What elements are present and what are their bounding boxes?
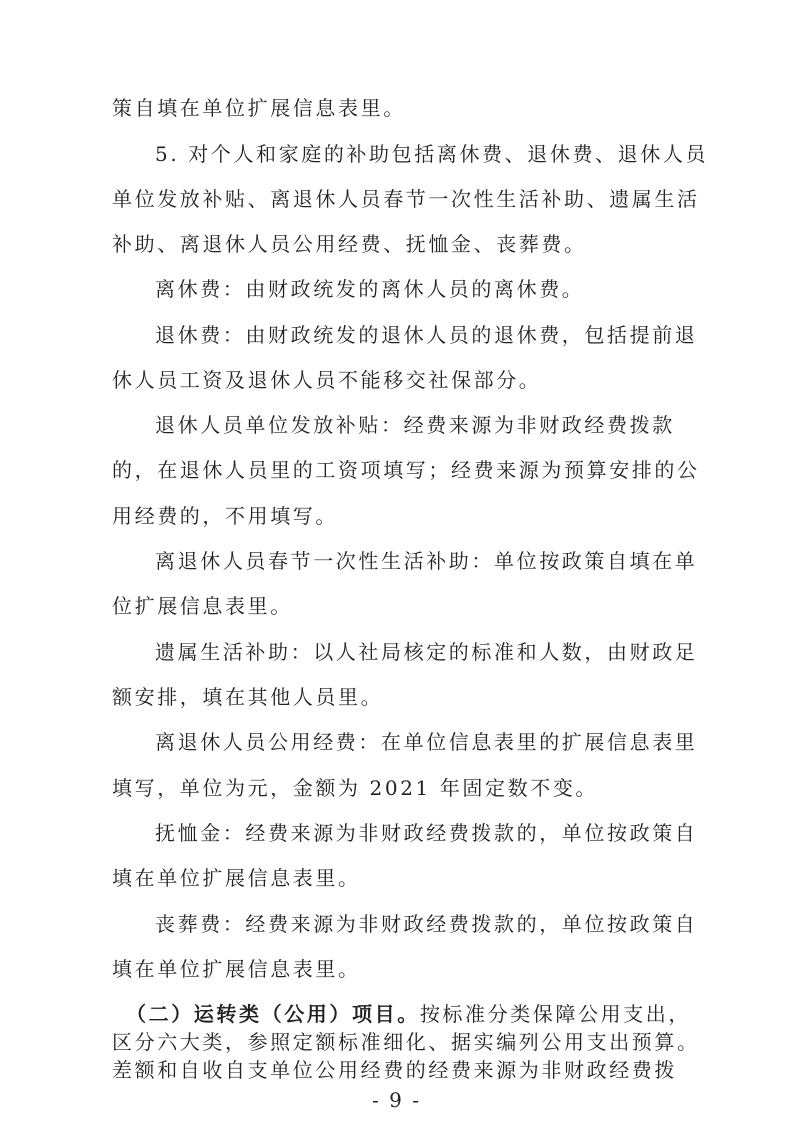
text-line: 丧葬费：经费来源为非财政经费拨款的，单位按政策自 xyxy=(155,912,698,936)
text-line: 5. 对个人和家庭的补助包括离休费、退休费、退休人员 xyxy=(155,142,709,166)
text-line: 填在单位扩展信息表里。 xyxy=(112,957,361,981)
section-paragraph-line xyxy=(126,1000,692,1028)
text-line: 用经费的，不用填写。 xyxy=(112,504,338,528)
text-line: 填写，单位为元，金额为 2021 年固定数不变。 xyxy=(112,776,599,800)
text-line: 离退休人员公用经费：在单位信息表里的扩展信息表里 xyxy=(155,730,698,754)
text-line: 休人员工资及退休人员不能移交社保部分。 xyxy=(112,368,542,392)
text-line: 退休费：由财政统发的退休人员的退休费，包括提前退 xyxy=(155,323,698,347)
text-line: 位扩展信息表里。 xyxy=(112,594,293,618)
text-line: 遗属生活补助：以人社局核定的标准和人数，由财政足 xyxy=(155,640,698,664)
text-line: 补助、离退休人员公用经费、抚恤金、丧葬费。 xyxy=(112,232,587,256)
text-line: 填在单位扩展信息表里。 xyxy=(112,866,361,890)
page-number: - 9 - xyxy=(372,1088,421,1112)
text-line: 区分六大类，参照定额标准细化、据实编列公用支出预算。 xyxy=(112,1030,700,1054)
text-line: 策自填在单位扩展信息表里。 xyxy=(112,96,406,120)
section-text: 按标准分类保障公用支出， xyxy=(419,1002,692,1026)
text-line: 抚恤金：经费来源为非财政经费拨款的，单位按政策自 xyxy=(155,821,698,845)
text-line: 额安排，填在其他人员里。 xyxy=(112,685,384,709)
section-heading: （二）运转类（公用）项目。 xyxy=(126,1002,420,1026)
text-line: 单位发放补贴、离退休人员春节一次性生活补助、遗属生活 xyxy=(112,187,700,211)
text-line: 离休费：由财政统发的离休人员的离休费。 xyxy=(155,277,585,301)
text-line: 的，在退休人员里的工资项填写；经费来源为预算安排的公 xyxy=(112,458,700,482)
text-line: 退休人员单位发放补贴：经费来源为非财政经费拨款 xyxy=(155,413,675,437)
text-line: 差额和自收自支单位公用经费的经费来源为非财政经费拨 xyxy=(112,1058,677,1082)
text-line: 离退休人员春节一次性生活补助：单位按政策自填在单 xyxy=(155,549,698,573)
